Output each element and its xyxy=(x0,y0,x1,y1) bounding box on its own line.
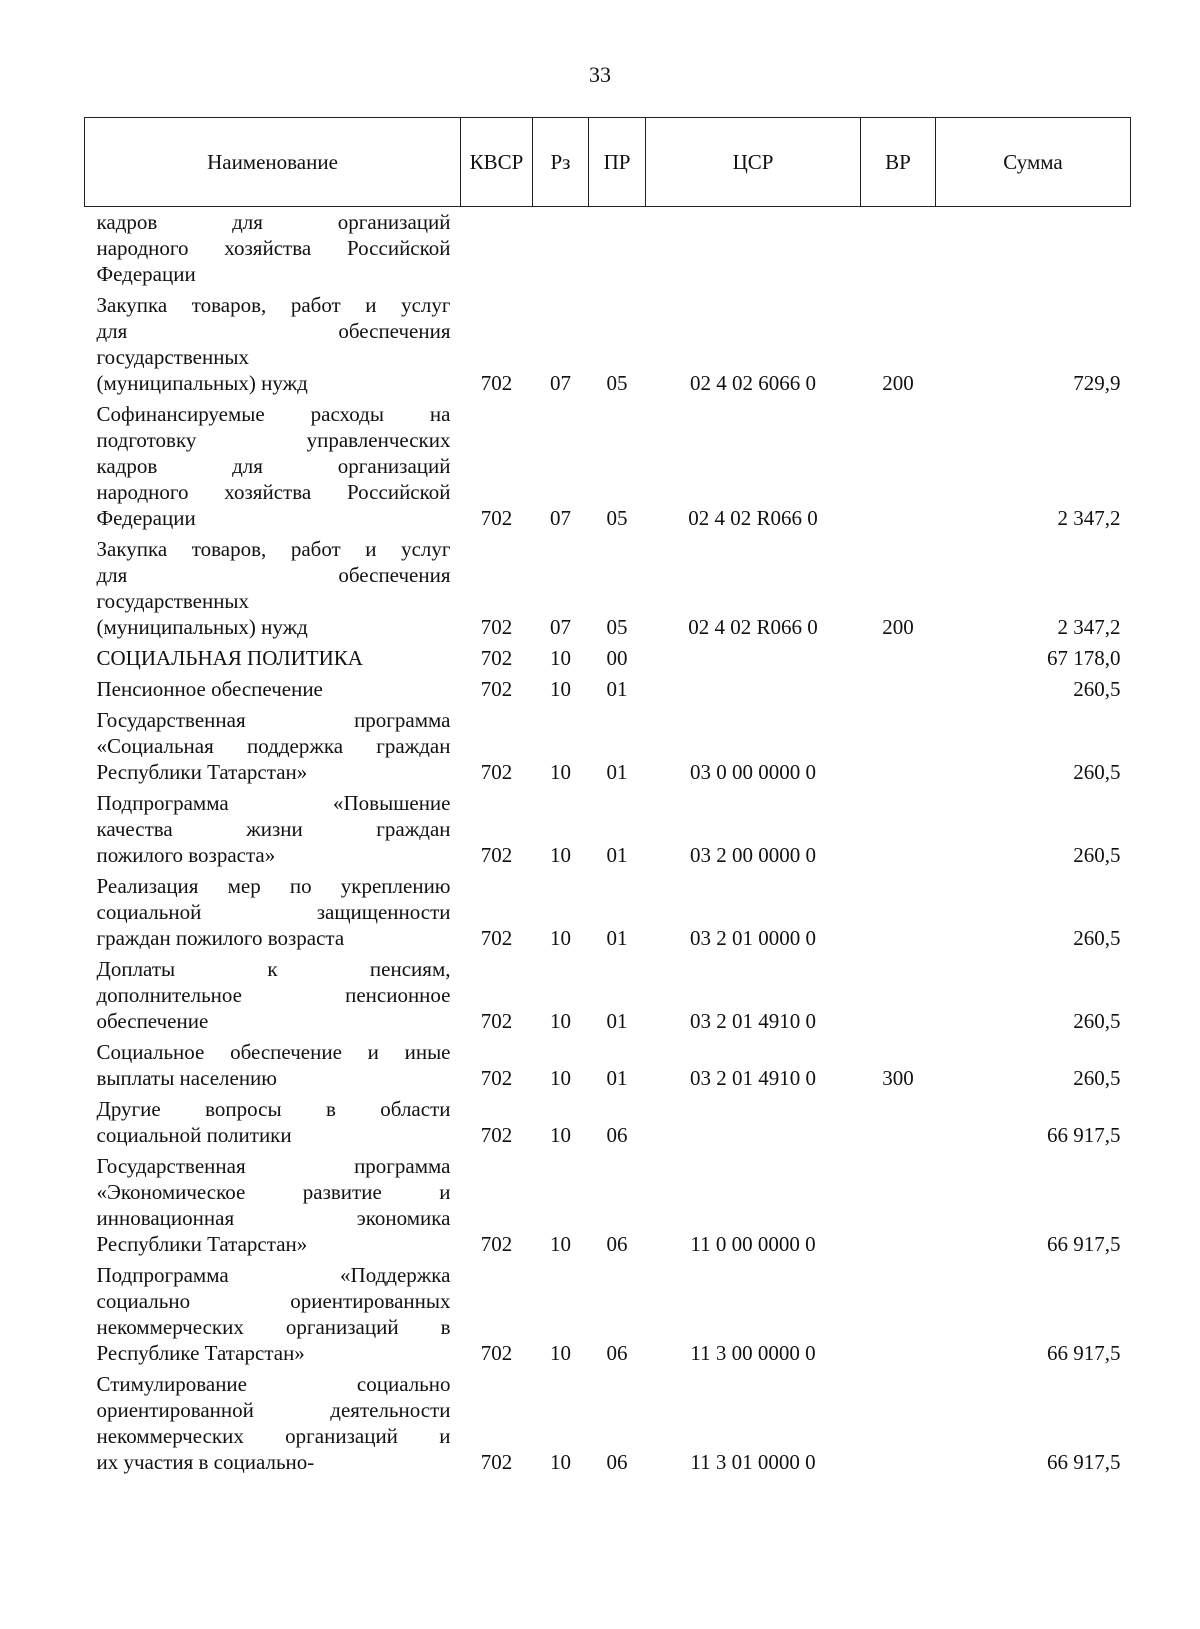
name-line: граждан пожилого возраста xyxy=(96,926,345,950)
table-row xyxy=(85,787,1131,870)
table-row xyxy=(85,870,1131,953)
cell-pr: 01 xyxy=(606,843,628,867)
name-line: их участия в социально- xyxy=(96,1450,315,1474)
table-row xyxy=(85,398,1131,533)
name-line: Другие вопросы в области xyxy=(96,1097,451,1121)
cell-kvsr: 702 xyxy=(480,1341,513,1365)
name-line: Подпрограмма «Поддержка xyxy=(96,1263,451,1287)
name-line: инновационная экономика xyxy=(96,1206,451,1230)
cell-sum: 66 917,5 xyxy=(1047,1341,1121,1365)
cell-vr xyxy=(861,207,936,290)
cell-rz: 07 xyxy=(550,371,571,395)
cell-sum: 260,5 xyxy=(1073,760,1121,784)
cell-csr xyxy=(646,673,861,704)
cell-sum: 260,5 xyxy=(1073,1009,1121,1033)
cell-pr: 05 xyxy=(606,371,628,395)
cell-pr: 06 xyxy=(606,1341,628,1365)
name-line: государственных xyxy=(96,589,250,613)
cell-sum: 66 917,5 xyxy=(1047,1450,1121,1474)
table-row xyxy=(85,704,1131,787)
name-line: Стимулирование социально xyxy=(96,1372,451,1396)
name-line: «Экономическое развитие и xyxy=(96,1180,451,1204)
cell-pr: 06 xyxy=(606,1450,628,1474)
name-line: Закупка товаров, работ и услуг xyxy=(96,293,451,317)
cell-name xyxy=(85,398,461,533)
cell-vr xyxy=(861,1150,936,1259)
page-number: 33 xyxy=(589,62,611,87)
header-vr: ВР xyxy=(861,118,936,207)
cell-csr: 02 4 02 R066 0 xyxy=(688,615,818,639)
cell-pr: 01 xyxy=(606,677,628,701)
cell-rz: 10 xyxy=(550,1341,571,1365)
table-row xyxy=(85,953,1131,1036)
name-line: (муниципальных) нужд xyxy=(96,371,308,395)
name-line: Федерации xyxy=(96,506,196,530)
name-line: обеспечение xyxy=(96,1009,209,1033)
name-line: кадров для организаций xyxy=(96,454,451,478)
cell-sum: 2 347,2 xyxy=(1057,615,1121,639)
table-row xyxy=(85,1036,1131,1093)
cell-rz: 10 xyxy=(550,1450,571,1474)
cell-vr xyxy=(861,787,936,870)
cell-name xyxy=(85,870,461,953)
name-line: для обеспечения xyxy=(96,319,451,343)
cell-kvsr: 702 xyxy=(480,677,513,701)
table-row xyxy=(85,289,1131,398)
name-line: дополнительное пенсионное xyxy=(96,983,451,1007)
cell-pr: 05 xyxy=(606,506,628,530)
name-line: Пенсионное обеспечение xyxy=(96,677,323,701)
cell-rz: 10 xyxy=(550,760,571,784)
cell-rz xyxy=(533,207,589,290)
cell-csr: 03 2 00 0000 0 xyxy=(690,843,816,867)
cell-sum: 260,5 xyxy=(1073,1066,1121,1090)
cell-kvsr: 702 xyxy=(480,506,513,530)
cell-name xyxy=(85,1150,461,1259)
cell-vr xyxy=(861,642,936,673)
name-line: Доплаты к пенсиям, xyxy=(96,957,451,981)
cell-kvsr: 702 xyxy=(480,1009,513,1033)
cell-pr: 01 xyxy=(606,1009,628,1033)
name-line: для обеспечения xyxy=(96,563,451,587)
cell-csr: 02 4 02 R066 0 xyxy=(688,506,818,530)
cell-sum: 729,9 xyxy=(1073,371,1121,395)
table-body xyxy=(85,207,1131,1478)
header-pr: ПР xyxy=(589,118,646,207)
cell-kvsr: 702 xyxy=(480,1450,513,1474)
cell-name xyxy=(85,953,461,1036)
name-line: социальной политики xyxy=(96,1123,292,1147)
cell-sum: 260,5 xyxy=(1073,926,1121,950)
cell-rz: 10 xyxy=(550,1009,571,1033)
cell-csr: 03 2 01 0000 0 xyxy=(690,926,816,950)
table-row xyxy=(85,1093,1131,1150)
cell-pr: 05 xyxy=(606,615,628,639)
name-line: народного хозяйства Российской xyxy=(96,236,451,260)
cell-pr: 06 xyxy=(606,1123,628,1147)
cell-csr: 11 0 00 0000 0 xyxy=(690,1232,816,1256)
name-line: некоммерческих организаций и xyxy=(96,1424,451,1448)
cell-csr: 11 3 01 0000 0 xyxy=(690,1450,816,1474)
header-kvsr: КВСР xyxy=(461,118,533,207)
table-header xyxy=(85,118,1131,207)
cell-sum: 2 347,2 xyxy=(1057,506,1121,530)
cell-vr xyxy=(861,870,936,953)
cell-rz: 10 xyxy=(550,1232,571,1256)
name-line: государственных xyxy=(96,345,250,369)
name-line: Республики Татарстан» xyxy=(96,1232,308,1256)
cell-vr xyxy=(861,673,936,704)
cell-sum: 67 178,0 xyxy=(1047,646,1121,670)
name-line: социально ориентированных xyxy=(96,1289,451,1313)
table-row xyxy=(85,207,1131,290)
table-row xyxy=(85,1368,1131,1477)
name-line: Федерации xyxy=(96,262,196,286)
cell-kvsr: 702 xyxy=(480,615,513,639)
cell-sum: 66 917,5 xyxy=(1047,1232,1121,1256)
cell-kvsr: 702 xyxy=(480,371,513,395)
name-line: выплаты населению xyxy=(96,1066,277,1090)
cell-kvsr: 702 xyxy=(480,1066,513,1090)
name-line: ориентированной деятельности xyxy=(96,1398,451,1422)
cell-sum: 66 917,5 xyxy=(1047,1123,1121,1147)
name-line: кадров для организаций xyxy=(96,210,451,234)
name-line: Социальное обеспечение и иные xyxy=(96,1040,451,1064)
name-line: СОЦИАЛЬНАЯ ПОЛИТИКА xyxy=(96,646,363,670)
header-csr: ЦСР xyxy=(646,118,861,207)
name-line: пожилого возраста» xyxy=(96,843,276,867)
cell-name xyxy=(85,533,461,642)
cell-pr: 01 xyxy=(606,926,628,950)
table-row xyxy=(85,533,1131,642)
cell-vr xyxy=(861,1368,936,1477)
cell-name xyxy=(85,1093,461,1150)
cell-kvsr: 702 xyxy=(480,646,513,670)
cell-sum xyxy=(936,207,1131,290)
cell-name xyxy=(85,642,461,673)
name-line: Подпрограмма «Повышение xyxy=(96,791,451,815)
header-rz: Рз xyxy=(533,118,589,207)
cell-sum: 260,5 xyxy=(1073,843,1121,867)
cell-pr: 06 xyxy=(606,1232,628,1256)
cell-rz: 10 xyxy=(550,646,571,670)
name-line: Республики Татарстан» xyxy=(96,760,308,784)
cell-name xyxy=(85,1036,461,1093)
cell-csr: 02 4 02 6066 0 xyxy=(690,371,816,395)
cell-vr xyxy=(861,704,936,787)
cell-name xyxy=(85,1368,461,1477)
cell-name xyxy=(85,207,461,290)
table-row xyxy=(85,642,1131,673)
cell-name xyxy=(85,673,461,704)
cell-rz: 07 xyxy=(550,506,571,530)
cell-name xyxy=(85,704,461,787)
name-line: (муниципальных) нужд xyxy=(96,615,308,639)
cell-kvsr: 702 xyxy=(480,1123,513,1147)
name-line: качества жизни граждан xyxy=(96,817,451,841)
header-name: Наименование xyxy=(85,118,461,207)
cell-vr xyxy=(861,1259,936,1368)
cell-rz: 10 xyxy=(550,926,571,950)
cell-pr: 01 xyxy=(606,1066,628,1090)
cell-kvsr xyxy=(461,207,533,290)
name-line: Государственная программа xyxy=(96,708,451,732)
table-row xyxy=(85,673,1131,704)
cell-name xyxy=(85,1259,461,1368)
cell-vr: 200 xyxy=(882,371,914,395)
name-line: некоммерческих организаций в xyxy=(96,1315,451,1339)
name-line: Софинансируемые расходы на xyxy=(96,402,451,426)
cell-vr: 200 xyxy=(882,615,914,639)
name-line: Закупка товаров, работ и услуг xyxy=(96,537,451,561)
cell-rz: 07 xyxy=(550,615,571,639)
cell-name xyxy=(85,289,461,398)
name-line: Республике Татарстан» xyxy=(96,1341,305,1365)
cell-rz: 10 xyxy=(550,1066,571,1090)
name-line: социальной защищенности xyxy=(96,900,451,924)
cell-pr: 01 xyxy=(606,760,628,784)
table-row xyxy=(85,1150,1131,1259)
cell-csr: 11 3 00 0000 0 xyxy=(690,1341,816,1365)
cell-csr xyxy=(646,207,861,290)
cell-pr xyxy=(589,207,646,290)
cell-csr xyxy=(646,642,861,673)
cell-rz: 10 xyxy=(550,843,571,867)
cell-csr xyxy=(646,1093,861,1150)
cell-kvsr: 702 xyxy=(480,843,513,867)
name-line: «Социальная поддержка граждан xyxy=(96,734,451,758)
cell-kvsr: 702 xyxy=(480,926,513,950)
cell-vr xyxy=(861,398,936,533)
header-sum: Сумма xyxy=(936,118,1131,207)
table-row xyxy=(85,1259,1131,1368)
name-line: подготовку управленческих xyxy=(96,428,451,452)
cell-name xyxy=(85,787,461,870)
budget-table xyxy=(84,117,1131,1477)
cell-kvsr: 702 xyxy=(480,760,513,784)
cell-vr xyxy=(861,1093,936,1150)
cell-pr: 00 xyxy=(606,646,628,670)
name-line: Реализация мер по укреплению xyxy=(96,874,451,898)
cell-vr: 300 xyxy=(882,1066,914,1090)
cell-vr xyxy=(861,953,936,1036)
cell-csr: 03 2 01 4910 0 xyxy=(690,1066,816,1090)
cell-sum: 260,5 xyxy=(1073,677,1121,701)
name-line: Государственная программа xyxy=(96,1154,451,1178)
cell-kvsr: 702 xyxy=(480,1232,513,1256)
cell-rz: 10 xyxy=(550,677,571,701)
name-line: народного хозяйства Российской xyxy=(96,480,451,504)
cell-rz: 10 xyxy=(550,1123,571,1147)
cell-csr: 03 2 01 4910 0 xyxy=(690,1009,816,1033)
cell-csr: 03 0 00 0000 0 xyxy=(690,760,816,784)
